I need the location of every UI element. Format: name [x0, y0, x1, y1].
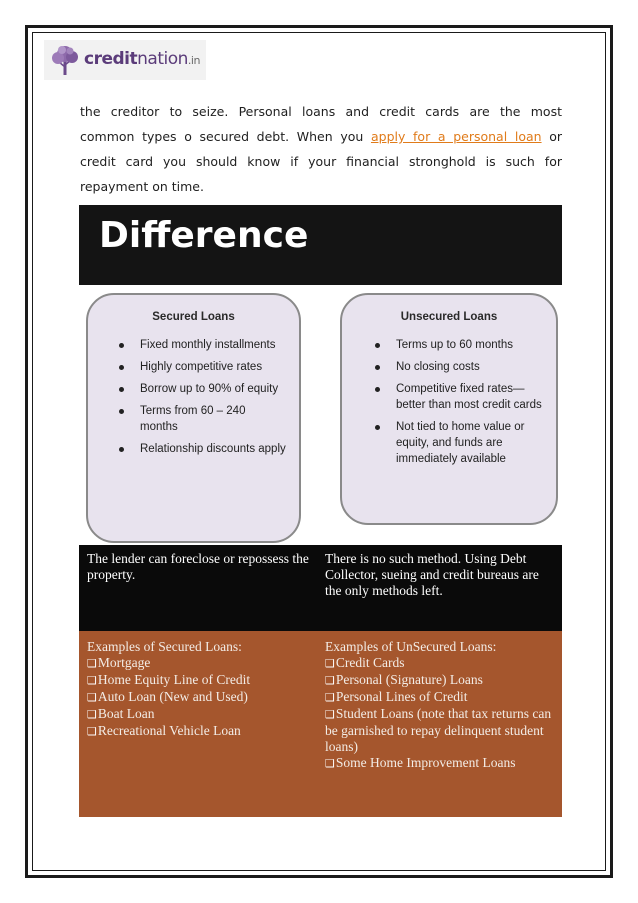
- unsecured-loans-card: [340, 293, 558, 525]
- unsecured-loans-list: [372, 337, 544, 473]
- comparison-cards: [79, 285, 562, 545]
- list-item: Borrow up to 90% of equity: [116, 381, 286, 397]
- list-item: ❑ Some Home Improvement Loans: [325, 755, 555, 772]
- unsecured-loans-heading: Unsecured Loans: [400, 311, 498, 323]
- secured-repossession-text: The lender can foreclose or repossess the property.: [87, 551, 309, 582]
- personal-loan-link[interactable]: apply for a personal loan: [370, 129, 542, 144]
- list-item: Relationship discounts apply: [116, 441, 286, 457]
- tree-icon: [48, 43, 82, 77]
- list-item: ❑ Credit Cards: [325, 655, 555, 672]
- body-paragraph: [80, 99, 562, 199]
- secured-loans-heading: Secured Loans: [152, 311, 235, 323]
- list-item: Highly competitive rates: [116, 359, 286, 375]
- secured-loans-list: [116, 337, 286, 463]
- list-item: ❑ Student Loans (note that tax returns can be garnished to repay delinquent student loans): [325, 706, 555, 755]
- list-item: Terms from 60 – 240 months: [116, 403, 286, 435]
- unsecured-examples-heading: Examples of UnSecured Loans:: [325, 639, 497, 654]
- creditnation-logo[interactable]: [44, 40, 206, 80]
- infographic-header: [79, 205, 562, 285]
- difference-infographic: [79, 205, 562, 817]
- list-item: Not tied to home value or equity, and funds are immediately available: [372, 419, 544, 467]
- unsecured-examples: [325, 639, 555, 772]
- paragraph-line: common types o secured debt. When you apply for a personal loan or: [80, 129, 563, 144]
- list-item: ❑ Mortgage: [87, 655, 312, 672]
- paragraph-line: the creditor to seize. Personal loans and credit cards are the most: [80, 104, 562, 119]
- repossession-row: [79, 545, 562, 631]
- list-item: Terms up to 60 months: [372, 337, 544, 353]
- list-item: ❑ Home Equity Line of Credit: [87, 672, 312, 689]
- paragraph-line: repayment on time.: [80, 179, 204, 194]
- secured-examples: [87, 639, 312, 740]
- list-item: ❑ Personal (Signature) Loans: [325, 672, 555, 689]
- infographic-title: Difference: [99, 215, 309, 256]
- secured-examples-heading: Examples of Secured Loans:: [87, 639, 242, 654]
- secured-loans-card: [86, 293, 301, 543]
- list-item: ❑ Boat Loan: [87, 706, 312, 723]
- list-item: ❑ Personal Lines of Credit: [325, 689, 555, 706]
- examples-row: [79, 631, 562, 817]
- paragraph-line: credit card you should know if your financial stronghold is such for: [80, 154, 562, 169]
- list-item: ❑ Recreational Vehicle Loan: [87, 723, 312, 740]
- list-item: Competitive fixed rates—better than most credit cards: [372, 381, 544, 413]
- list-item: Fixed monthly installments: [116, 337, 286, 353]
- brand-name: creditnation.in: [84, 49, 200, 69]
- unsecured-repossession-text: There is no such method. Using Debt Collector, sueing and credit bureaus are the only methods left.: [325, 551, 539, 598]
- list-item: ❑ Auto Loan (New and Used): [87, 689, 312, 706]
- list-item: No closing costs: [372, 359, 544, 375]
